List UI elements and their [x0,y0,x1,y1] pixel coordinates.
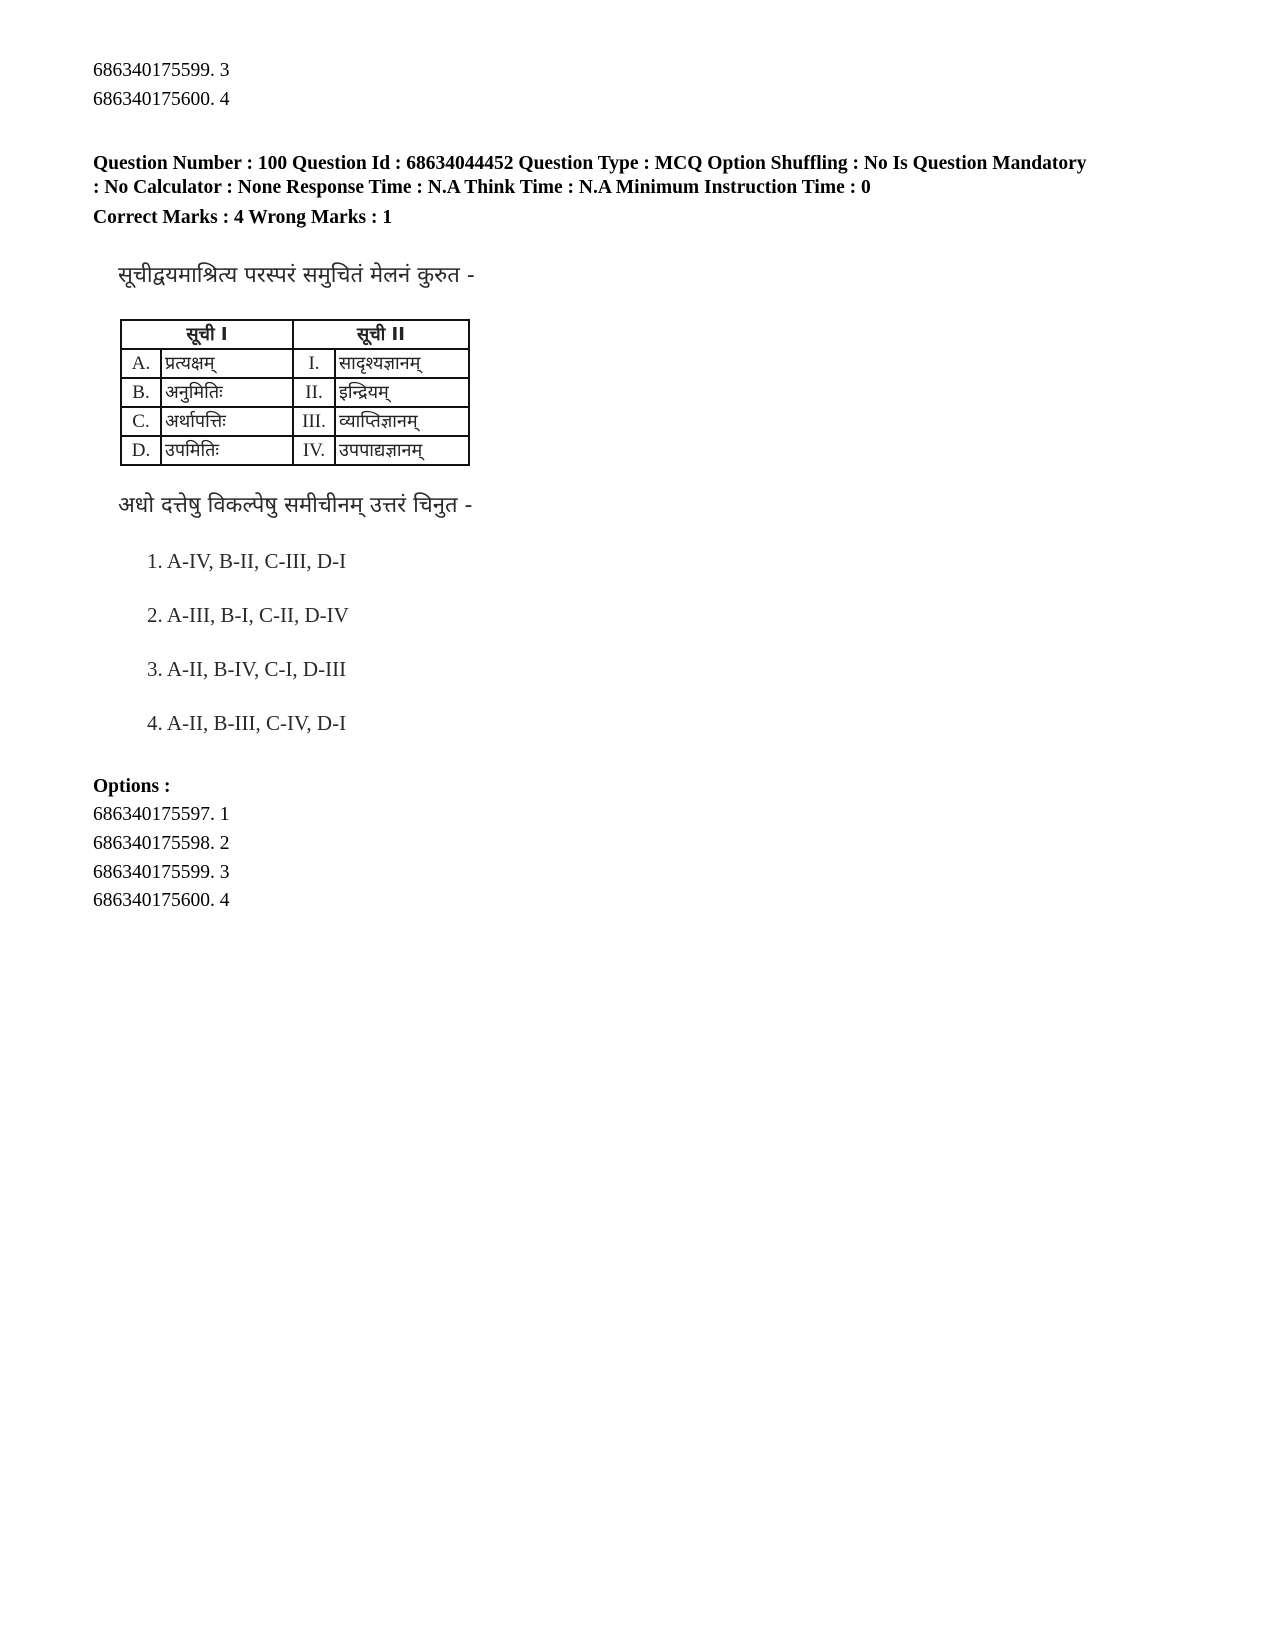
question-meta [93,152,1193,200]
answer-choice: 4. A-II, B-III, C-IV, D-I [147,711,347,735]
marks-line: Correct Marks : 4 Wrong Marks : 1 [93,207,393,228]
option-line: 686340175599. 3 [93,862,230,883]
list-2-header: सूची II [293,320,469,349]
row-term: अर्थापत्तिः [161,407,293,436]
row-roman: III. [293,407,335,436]
row-term: प्रत्यक्षम् [161,349,293,378]
row-definition: व्याप्तिज्ञानम् [335,407,469,436]
table-row [121,378,469,407]
row-definition: उपपाद्यज्ञानम् [335,436,469,465]
row-definition: इन्द्रियम् [335,378,469,407]
option-line: 686340175598. 2 [93,833,230,854]
row-roman: II. [293,378,335,407]
option-line: 686340175597. 1 [93,804,230,825]
list-1-header: सूची I [121,320,293,349]
choose-prompt: अधो दत्तेषु विकल्पेषु समीचीनम् उत्तरं चिनुत - [118,493,473,518]
option-line: 686340175600. 4 [93,89,230,110]
row-letter: D. [121,436,161,465]
answer-choice: 3. A-II, B-IV, C-I, D-III [147,657,347,681]
answer-choice: 2. A-III, B-I, C-II, D-IV [147,603,349,627]
row-roman: I. [293,349,335,378]
row-letter: B. [121,378,161,407]
table-row [121,407,469,436]
row-roman: IV. [293,436,335,465]
row-term: अनुमितिः [161,378,293,407]
question-meta-line2: : No Calculator : None Response Time : N.A Think Time : N.A Minimum Instruction Time : 0 [93,177,871,198]
row-term: उपमितिः [161,436,293,465]
row-letter: A. [121,349,161,378]
options-label: Options : [93,776,171,797]
option-line: 686340175600. 4 [93,890,230,911]
option-line: 686340175599. 3 [93,60,230,81]
match-table [120,319,470,466]
question-meta-line1: Question Number : 100 Question Id : 68634044452 Question Type : MCQ Option Shuffling : No Is Question Mandatory [93,153,1087,174]
match-table-header [121,320,469,349]
question-instruction: सूचीद्वयमाश्रित्य परस्परं समुचितं मेलनं कुरुत - [118,263,475,288]
table-row [121,436,469,465]
answer-choice: 1. A-IV, B-II, C-III, D-I [147,549,347,573]
row-definition: सादृश्यज्ञानम् [335,349,469,378]
table-row [121,349,469,378]
row-letter: C. [121,407,161,436]
